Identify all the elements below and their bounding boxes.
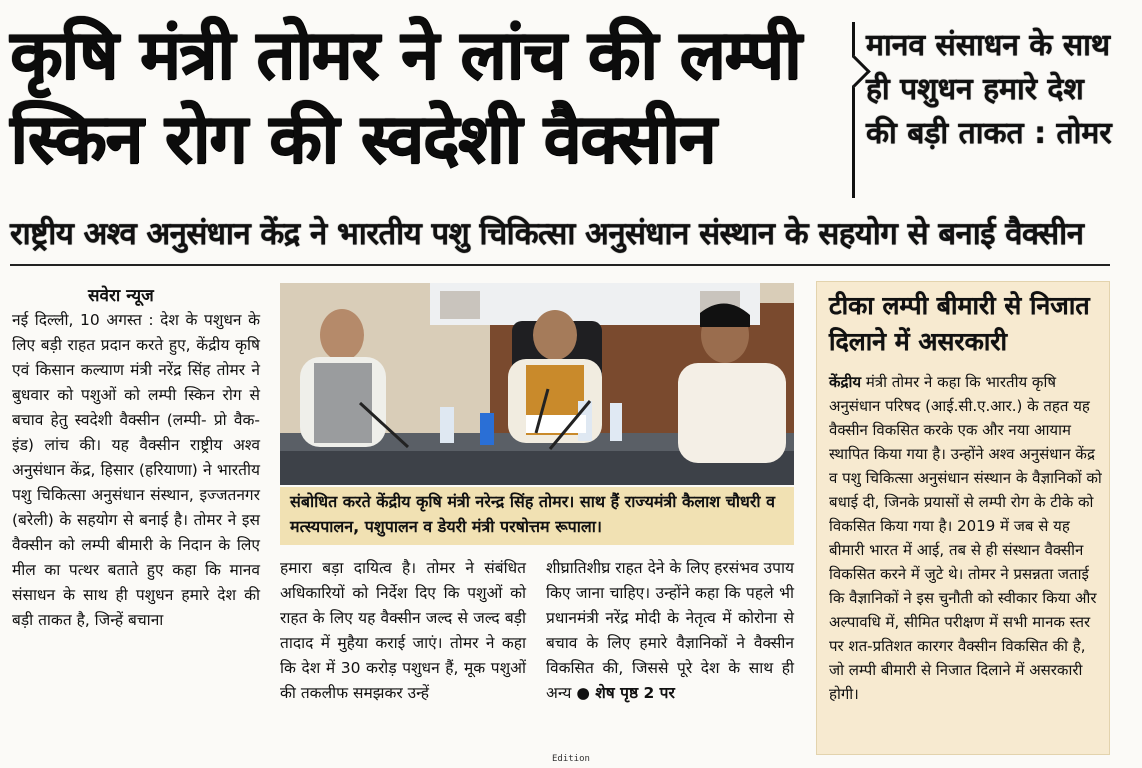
headline-line-2: स्किन रोग की स्वदेशी वैक्सीन bbox=[10, 100, 716, 179]
article-column-3 bbox=[546, 556, 794, 706]
horizontal-rule bbox=[10, 264, 1110, 266]
sidebar-box-text: मंत्री तोमर ने कहा कि भारतीय कृषि अनुसंधान परिषद (आई.सी.ए.आर.) के तहत यह वैक्सीन विकसित करके एक और नया आयाम स्थापित किया गया है। उन्होंने अश्व अनुसंधान केंद्र व पशु चिकित्सा अनुसंधान संस्थान के वैज्ञानिकों को बधाई दी, जिनके प्रयासों से लम्पी रोग के टीके को विकसित किया गया है। 2019 में जब से यह बीमारी भारत में आई, तब से ही संस्थान वैक्सीन विकसित करने में जुटे थे। तोमर ने प्रसन्नता जताई कि वैज्ञानिकों ने इस चुनौती को स्वीकार किया और अल्पावधि में, सीमित परीक्षण में सभी मानक स्तर पर शत-प्रतिशत कारगर वैक्सीन विकसित की है, जो लम्पी बीमारी से निजात दिलाने में असरकारी होगी। bbox=[829, 373, 1102, 703]
sidebar-box-lead: केंद्रीय bbox=[829, 373, 862, 391]
main-headline bbox=[10, 14, 830, 182]
side-headline: मानव संसाधन के साथ ही पशुधन हमारे देश की बड़ी ताकत : तोमर bbox=[866, 28, 1112, 151]
meeting-photo-illustration bbox=[280, 283, 794, 485]
sidebar-box bbox=[816, 281, 1110, 755]
photo-caption: संबोधित करते केंद्रीय कृषि मंत्री नरेन्द्र सिंह तोमर। साथ हैं राज्यमंत्री कैलाश चौधरी व मत्स्यपालन, पशुपालन व डेयरी मंत्री परषोत्तम रूपाला। bbox=[280, 487, 794, 545]
edition-footer: Edition bbox=[552, 754, 590, 764]
article-column-1: नई दिल्ली, 10 अगस्त : देश के पशुधन के लिए बड़ी राहत प्रदान करते हुए, केंद्रीय कृषि एवं किसान कल्याण मंत्री नरेंद्र सिंह तोमर ने बुधवार को पशुओं को लम्पी स्किन रोग से बचाव हेतु स्वदेशी वैक्सीन (लम्पी- प्रो वैक-इंड) लांच की। यह वैक्सीन राष्ट्रीय अश्व अनुसंधान केंद्र, हिसार (हरियाणा) ने भारतीय पशु चिकित्सा अनुसंधान संस्थान, इज्जतनगर (बरेली) के सहयोग से बनाई है। तोमर ने इस वैक्सीन को लम्पी बीमारी के निदान के लिए मील का पत्थर बताते हुए कहा कि मानव संसाधन के साथ ही पशुधन हमारे देश की बड़ी ताकत है, जिन्हें बचाना bbox=[12, 311, 260, 629]
continued-on-page-2: ● शेष पृष्ठ 2 पर bbox=[576, 684, 675, 702]
headline-line-1: कृषि मंत्री तोमर ने लांच की लम्पी bbox=[10, 16, 801, 95]
headline-divider bbox=[852, 22, 855, 198]
subheadline: राष्ट्रीय अश्व अनुसंधान केंद्र ने भारतीय पशु चिकित्सा अनुसंधान संस्थान के सहयोग से बनाई वैक्सीन bbox=[10, 216, 1084, 252]
article-column-2: हमारा बड़ा दायित्व है। तोमर ने संबंधित अधिकारियों को निर्देश दिए कि पशुओं को राहत के लिए यह वैक्सीन जल्द से जल्द बड़ी तादाद में मुहैया कराई जाएं। तोमर ने कहा कि देश में 30 करोड़ पशुधन हैं, मूक पशुओं की तकलीफ समझकर उन्हें bbox=[280, 559, 526, 702]
byline: सवेरा न्यूज bbox=[88, 286, 154, 306]
sidebar-box-title: टीका लम्पी बीमारी से निजात दिलाने में असरकारी bbox=[829, 291, 1090, 356]
article-column-3-text: शीघ्रातिशीघ्र राहत देने के लिए हरसंभव उपाय किए जाना चाहिए। उन्होंने कहा कि पहले भी प्रधानमंत्री नरेंद्र मोदी के नेतृत्व में कोरोना से बचाव के लिए हमारे वैज्ञानिकों ने वैक्सीन विकसित की, जिससे पूरे देश के साथ ही अन्य bbox=[546, 559, 794, 702]
news-photo bbox=[280, 283, 794, 485]
sidebar-box-body bbox=[829, 370, 1105, 706]
